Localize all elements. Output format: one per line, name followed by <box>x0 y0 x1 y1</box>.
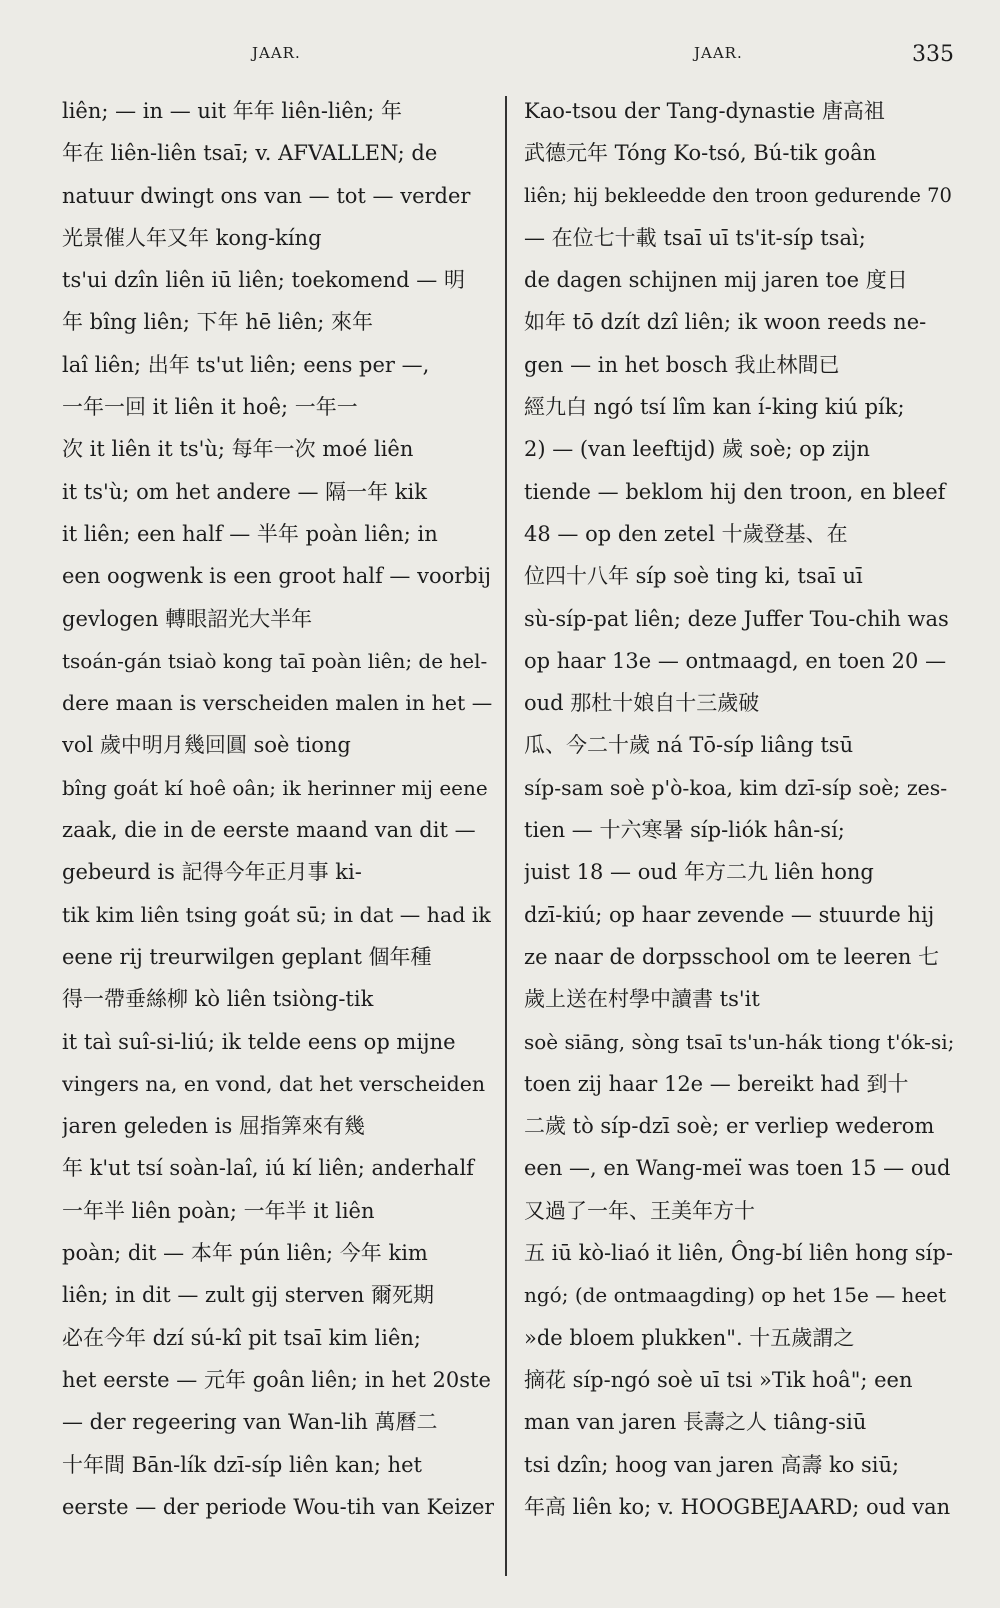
text-line: natuur dwingt ons van — tot — verder <box>62 183 471 208</box>
text-line: 年 k'ut tsí soàn-laî, iú kí liên; anderhalf <box>62 1156 474 1181</box>
text-line: 摘花 síp-ngó soè uī tsi »Tik hoâ"; een <box>524 1367 913 1392</box>
text-line: 二歲 tò síp-dzī soè; er verliep wederom <box>524 1114 935 1139</box>
text-line: gevlogen 轉眼詔光大半年 <box>62 606 313 631</box>
text-line: een oogwenk is een groot half — voorbij <box>62 564 491 589</box>
text-line: dzī-kiú; op haar zevende — stuurde hij <box>524 902 935 927</box>
text-line: Kao-tsou der Tang-dynastie 唐高祖 <box>524 99 885 123</box>
text-line: 2) — (van leeftijd) 歲 soè; op zijn <box>524 437 870 462</box>
text-line: 武德元年 Tóng Ko-tsó, Bú-tik goân <box>524 141 877 166</box>
text-line: it taì suî-si-liú; ik telde eens op mijne <box>62 1029 456 1054</box>
text-line: 年高 liên ko; v. HOOGBEJAARD; oud van <box>524 1494 951 1519</box>
text-line: gen — in het bosch 我止林間已 <box>524 352 840 377</box>
text-line: ngó; (de ontmaagding) op het 15e — heet <box>524 1283 947 1308</box>
text-line: toen zij haar 12e — bereikt had 到十 <box>524 1071 909 1096</box>
text-line: tik kim liên tsing goát sū; in dat — had ik <box>62 902 491 927</box>
text-line: 如年 tō dzít dzî liên; ik woon reeds ne- <box>524 310 927 335</box>
text-line: eene rij treurwilgen geplant 個年種 <box>62 944 432 969</box>
running-head-left: JAAR. <box>252 44 301 62</box>
text-line: it liên; een half — 半年 poàn liên; in <box>62 521 438 546</box>
text-line: jaren geleden is 屈指筭來有幾 <box>62 1114 365 1139</box>
column-divider <box>505 96 507 1576</box>
text-line: liên; hij bekleedde den troon gedurende 70 <box>524 183 952 207</box>
text-line: vingers na, en vond, dat het verscheiden <box>62 1071 486 1096</box>
page-number: 335 <box>912 42 954 67</box>
text-line: 五 iū kò-liaó it liên, Ông-bí liên hong síp- <box>524 1241 953 1266</box>
text-line: 瓜、今二十歲 ná Tō-síp liâng tsū <box>524 733 854 758</box>
text-line: poàn; dit — 本年 pún liên; 今年 kim <box>62 1241 428 1266</box>
text-line: 又過了一年、王美年方十 <box>524 1198 755 1223</box>
text-line: sù-síp-pat liên; deze Juffer Tou-chih was <box>524 606 949 631</box>
text-line: laî liên; 出年 ts'ut liên; eens per —, <box>62 352 430 377</box>
text-line: 光景催人年又年 kong-kíng <box>62 225 322 250</box>
text-line: ts'ui dzîn liên iū liên; toekomend — 明 <box>62 268 465 293</box>
text-line: 48 — op den zetel 十歲登基、在 <box>524 521 848 546</box>
text-line: soè siāng, sòng tsaī ts'un-hák tiong t'ók-si; <box>524 1029 955 1054</box>
text-line: tsoán-gán tsiaò kong taī poàn liên; de hel- <box>62 648 488 673</box>
text-line: zaak, die in de eerste maand van dit — <box>62 818 476 843</box>
text-line: 次 it liên it ts'ù; 每年一次 moé liên <box>62 437 414 462</box>
text-line: de dagen schijnen mij jaren toe 度日 <box>524 268 908 293</box>
text-line: liên; — in — uit 年年 liên-liên; 年 <box>62 99 403 123</box>
text-line: dere maan is verscheiden malen in het — <box>62 691 493 716</box>
text-line: juist 18 — oud 年方二九 liên hong <box>524 860 874 885</box>
text-line: een —, en Wang-meï was toen 15 — oud <box>524 1156 951 1181</box>
text-line: 經九白 ngó tsí lîm kan í-king kiú pík; <box>524 395 905 420</box>
text-line: 一年半 liên poàn; 一年半 it liên <box>62 1198 375 1223</box>
text-line: man van jaren 長壽之人 tiâng-siū <box>524 1410 867 1435</box>
text-line: ze naar de dorpsschool om te leeren 七 <box>524 944 940 969</box>
text-line: síp-sam soè p'ò-koa, kim dzī-síp soè; zes- <box>524 775 948 800</box>
text-line: 年在 liên-liên tsaī; v. AFVALLEN; de <box>62 141 438 166</box>
text-line: 歲上送在村學中讀書 ts'it <box>524 987 760 1012</box>
text-line: op haar 13e — ontmaagd, en toen 20 — <box>524 648 947 673</box>
text-line: 必在今年 dzí sú-kî pit tsaī kim liên; <box>62 1325 421 1350</box>
text-line: 位四十八年 síp soè ting ki, tsaī uī <box>524 564 863 589</box>
text-line: tien — 十六寒暑 síp-liók hân-sí; <box>524 818 845 843</box>
text-line: vol 歲中明月幾回圓 soè tiong <box>62 733 351 758</box>
text-line: it ts'ù; om het andere — 隔一年 kik <box>62 479 427 504</box>
text-line: 年 bîng liên; 下年 hē liên; 來年 <box>62 310 374 335</box>
text-line: oud 那杜十娘自十三歲破 <box>524 691 760 716</box>
text-line: het eerste — 元年 goân liên; in het 20ste <box>62 1367 491 1392</box>
text-line: — der regeering van Wan-lih 萬曆二 <box>62 1410 438 1435</box>
text-line: 得一帶垂絲柳 kò liên tsiòng-tik <box>62 987 374 1012</box>
text-line: eerste — der periode Wou-tih van Keizer <box>62 1494 494 1519</box>
text-line: »de bloem plukken". 十五歲謂之 <box>524 1325 855 1350</box>
text-line: liên; in dit — zult gij sterven 爾死期 <box>62 1283 434 1308</box>
text-line: gebeurd is 記得今年正月事 ki- <box>62 860 362 885</box>
right-column <box>524 90 956 1580</box>
left-column <box>62 90 494 1580</box>
text-line: tsi dzîn; hoog van jaren 高壽 ko siū; <box>524 1452 900 1477</box>
text-line: bîng goát kí hoê oân; ik herinner mij eene <box>62 775 488 800</box>
text-line: — 在位七十載 tsaī uī ts'it-síp tsaì; <box>524 225 866 250</box>
running-head-right: JAAR. <box>694 44 743 62</box>
text-line: 一年一回 it liên it hoê; 一年一 <box>62 395 358 420</box>
text-line: tiende — beklom hij den troon, en bleef <box>524 479 946 504</box>
text-line: 十年間 Bān-lík dzī-síp liên kan; het <box>62 1452 422 1477</box>
